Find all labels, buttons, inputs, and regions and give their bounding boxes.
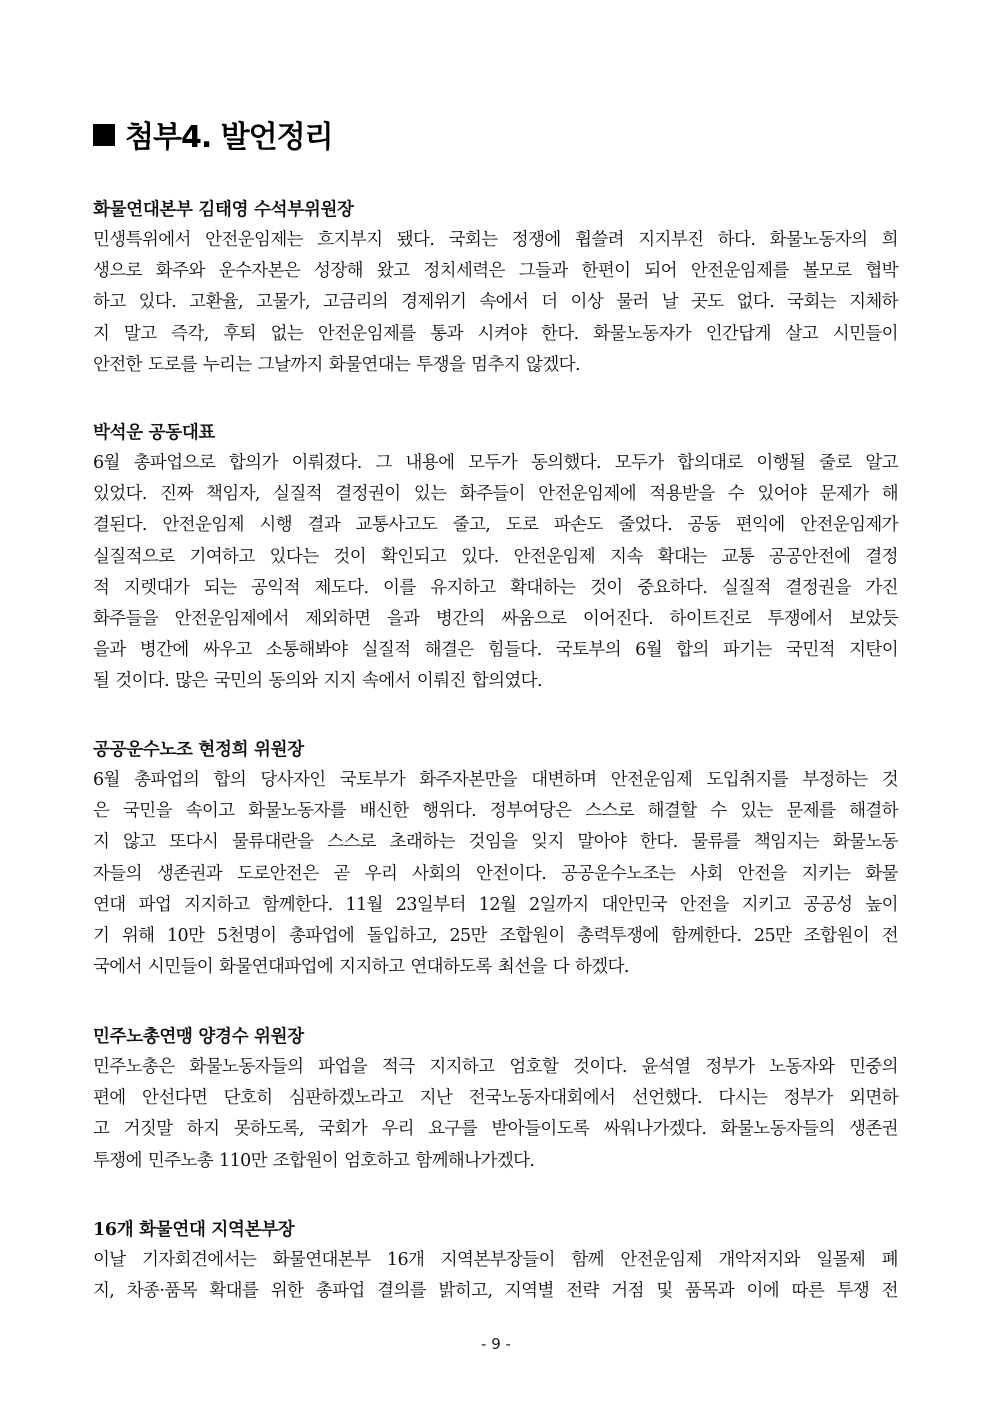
- speaker-name: 민주노총연맹 양경수 위원장: [93, 1027, 304, 1047]
- text-line: 안전한 도로를 누리는 그날까지 화물연대는 투쟁을 멈추지 않겠다.: [93, 354, 580, 375]
- text-line: 화주들을 안전운임제에서 제외하면 을과 병간의 싸움으로 이어진다. 하이트진로 투쟁에서 보았듯: [93, 609, 898, 630]
- text-line: 민주노총은 화물노동자들의 파업을 적극 지지하고 엄호할 것이다. 윤석열 정부가 노동자와 민중의: [93, 1057, 898, 1077]
- black-square-icon: [93, 124, 115, 146]
- text-line: 편에 안선다면 단호히 심판하겠노라고 지난 전국노동자대회에서 선언했다. 다시는 정부가 외면하: [93, 1088, 898, 1109]
- speech-text: [93, 225, 898, 381]
- text-line: 연대 파업 지지하고 함께한다. 11월 23일부터 12월 2일까지 대안민국 안전을 지키고 공공성 높이: [93, 894, 898, 915]
- text-line: 을과 병간에 싸우고 소통해봐야 실질적 해결은 힘들다. 국토부의 6월 합의 파기는 국민적 지탄이: [93, 640, 898, 661]
- speaker-name: 16개 화물연대 지역본부장: [93, 1220, 295, 1240]
- speech-text: [93, 1245, 898, 1307]
- text-line: 국에서 시민들이 화물연대파업에 지지하고 연대하도록 최선을 다 하겠다.: [93, 957, 629, 978]
- text-line: 적 지렛대가 되는 공익적 제도다. 이를 유지하고 확대하는 것이 중요하다. 실질적 결정권을 가진: [93, 577, 898, 598]
- speech-section-3: [93, 735, 898, 983]
- text-line: 실질적으로 기여하고 있다는 것이 확인되고 있다. 안전운임제 지속 확대는 교통 공공안전에 결정: [93, 546, 898, 567]
- text-line: 기 위해 10만 5천명이 총파업에 돌입하고, 25만 조합원이 총력투쟁에 함께한다. 25만 조합원이 전: [93, 926, 898, 947]
- text-line: 고 거짓말 하지 못하도록, 국회가 우리 요구를 받아들이도록 싸워나가겠다. 화물노동자들의 생존권: [93, 1119, 898, 1140]
- text-line: 이날 기자회견에서는 화물연대본부 16개 지역본부장들이 함께 안전운임제 개악저지와 일몰제 폐: [93, 1250, 898, 1270]
- page-number: - 9 -: [481, 1335, 511, 1353]
- text-line: 있었다. 진짜 책임자, 실질적 결정권이 있는 화주들이 안전운임제에 적용받을 수 있어야 문제가 해: [93, 484, 898, 505]
- page-title-text: 첨부4. 발언정리: [125, 120, 333, 155]
- text-line: 지, 차종·품목 확대를 위한 총파업 결의를 밝히고, 지역별 전략 거점 및 품목과 이에 따른 투쟁 전: [93, 1281, 898, 1302]
- text-line: 은 국민을 속이고 화물노동자를 배신한 행위다. 정부여당은 스스로 해결할 수 있는 문제를 해결하: [93, 801, 898, 822]
- speech-section-1: [93, 195, 898, 381]
- text-line: 자들의 생존권과 도로안전은 곧 우리 사회의 안전이다. 공공운수노조는 사회 안전을 지키는 화물: [93, 863, 898, 884]
- speech-section-4: [93, 1022, 898, 1177]
- text-line: 하고 있다. 고환율, 고물가, 고금리의 경제위기 속에서 더 이상 물러 날 곳도 없다. 국회는 지체하: [93, 292, 898, 313]
- speech-text: [93, 765, 898, 983]
- text-line: 결된다. 안전운임제 시행 결과 교통사고도 줄고, 도로 파손도 줄었다. 공동 편익에 안전운임제가: [93, 515, 898, 536]
- text-line: 6월 총파업으로 합의가 이뤄졌다. 그 내용에 모두가 동의했다. 모두가 합의대로 이행될 줄로 알고: [93, 453, 898, 473]
- text-line: 지 말고 즉각, 후퇴 없는 안전운임제를 통과 시켜야 한다. 화물노동자가 인간답게 살고 시민들이: [93, 323, 898, 344]
- speaker-name: 공공운수노조 현정희 위원장: [93, 740, 304, 760]
- speech-text: [93, 448, 898, 698]
- speaker-name: 박석운 공동대표: [93, 423, 216, 443]
- text-line: 민생특위에서 안전운임제는 흐지부지 됐다. 국회는 정쟁에 휩쓸려 지지부진 하다. 화물노동자의 희: [93, 230, 898, 250]
- text-line: 생으로 화주와 운수자본은 성장해 왔고 정치세력은 그들과 한편이 되어 안전운임제를 볼모로 협박: [93, 261, 898, 282]
- speech-text: [93, 1052, 898, 1177]
- speech-section-5: [93, 1215, 898, 1307]
- page-title: [93, 112, 333, 156]
- text-line: 될 것이다. 많은 국민의 동의와 지지 속에서 이뤄진 합의였다.: [93, 671, 542, 692]
- speech-section-2: [93, 418, 898, 698]
- text-line: 6월 총파업의 합의 당사자인 국토부가 화주자본만을 대변하며 안전운임제 도입취지를 부정하는 것: [93, 770, 898, 790]
- speaker-name: 화물연대본부 김태영 수석부위원장: [93, 200, 354, 220]
- text-line: 지 않고 또다시 물류대란을 스스로 초래하는 것임을 잊지 말아야 한다. 물류를 책임지는 화물노동: [93, 832, 898, 853]
- text-line: 투쟁에 민주노총 110만 조합원이 엄호하고 함께해나가겠다.: [93, 1150, 535, 1171]
